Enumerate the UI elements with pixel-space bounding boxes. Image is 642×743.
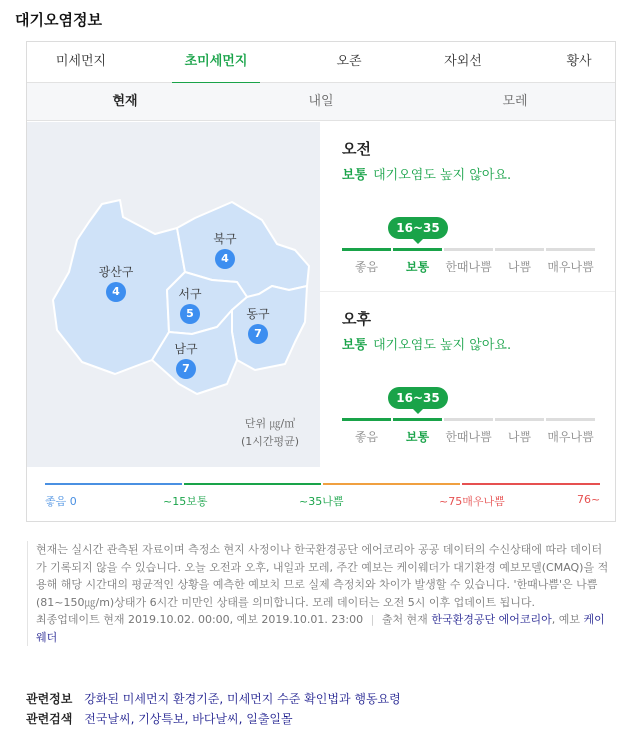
- district-seo-gu[interactable]: [165, 285, 215, 324]
- legend-good-label: 좋음 0: [45, 495, 77, 508]
- tab-ultrafine-dust[interactable]: 초미세먼지: [172, 42, 260, 83]
- grade-segment: [495, 418, 544, 421]
- grade-label: 좋음: [354, 260, 379, 274]
- district-nam-gu[interactable]: [161, 340, 211, 379]
- tab-ozone[interactable]: 오존: [336, 54, 362, 69]
- legend-normal-label: ~15보통: [163, 495, 208, 508]
- legend-very-bad-label: ~75매우나쁨: [439, 495, 505, 508]
- last-updated: 최종업데이트 현재 2019.10.02. 00:00, 예보 2019.10.01. 23:00: [36, 613, 364, 626]
- section-title: 대기오염정보: [15, 11, 102, 29]
- district-gwangsan-gu[interactable]: [91, 263, 141, 302]
- air-quality-card: [26, 41, 616, 522]
- forecast-pm-range-bubble: 16~35: [388, 387, 448, 409]
- district-map: [27, 122, 320, 467]
- tab-fine-dust[interactable]: 미세먼지: [55, 54, 107, 69]
- district-value-badge: 7: [248, 324, 268, 344]
- unit-note: [241, 415, 299, 451]
- grade-segment: [546, 418, 595, 421]
- related-info-label: 관련정보: [26, 692, 73, 706]
- related-info: 관련정보 강화된 미세먼지 환경기준, 미세먼지 수준 확인법과 행동요령: [26, 692, 401, 706]
- forecast-am-range-bubble: 16~35: [388, 217, 448, 239]
- tab-now[interactable]: 현재: [112, 94, 138, 109]
- legend-bad-label: ~35나쁨: [299, 495, 344, 508]
- grade-label: 매우나쁨: [547, 260, 594, 274]
- related-search-link[interactable]: 바다날씨: [192, 712, 239, 726]
- related-search-link[interactable]: 전국날씨: [84, 712, 131, 726]
- grade-label: 한때나쁨: [445, 430, 492, 444]
- grade-segment: [444, 418, 493, 421]
- district-value-badge: 4: [106, 282, 126, 302]
- grade-segment: [495, 248, 544, 251]
- grade-label: 나쁨: [507, 430, 532, 444]
- district-name: 서구: [178, 287, 202, 301]
- forecast-am-message: 대기오염도 높지 않아요.: [373, 168, 512, 183]
- grade-label: 좋음: [354, 430, 379, 444]
- tab-yellow-dust[interactable]: 황사: [566, 54, 592, 69]
- related-search-label: 관련검색: [26, 712, 73, 726]
- related-search: 관련검색 전국날씨, 기상특보, 바다날씨, 일출일몰: [26, 712, 293, 726]
- legend-bar-normal: [184, 483, 321, 485]
- forecast-am-panel: [320, 122, 615, 292]
- forecast-pm-status: [342, 334, 511, 353]
- notice-body: 현재는 실시간 관측된 자료이며 측정소 현지 사정이나 한국환경공단 에어코리아 공공 데이터의 수신상태에 따라 데이터가 기록되지 않을 수 있습니다. 오늘 오전과 오후, 내일과 모레, 주간 예보는 케이웨더가 대기환경 예보모델(CMAQ)을 적용해 해당 시간대의 평균적인 상황을 예측한 예보치 므로 실제 측정치와 차이가 발생할 수 있습니다. '한때나쁨'은 나쁨(81~150㎍/m)상태가 6시간 미만인 상태를 의미합니다. 모레 데이터는 오전 5시 이후 업데이트 됩니다.: [36, 543, 609, 609]
- unit-average-label: (1시간평균): [241, 435, 300, 448]
- update-and-source: 최종업데이트 현재 2019.10.02. 00:00, 예보 2019.10.01. 23:00 | 출처 현재 한국환경공단 에어코리아, 예보 케이웨더: [36, 613, 605, 644]
- grade-segment: [546, 248, 595, 251]
- source-airkorea-link[interactable]: 한국환경공단 에어코리아: [431, 613, 552, 626]
- tab-tomorrow[interactable]: 내일: [308, 94, 334, 109]
- district-name: 동구: [246, 307, 270, 321]
- forecast-pm-message: 대기오염도 높지 않아요.: [373, 338, 512, 353]
- grade-label: 나쁨: [507, 260, 532, 274]
- legend-max-label: 76~: [577, 493, 601, 506]
- grade-label: 매우나쁨: [547, 430, 594, 444]
- district-name: 광산구: [98, 265, 134, 279]
- legend-bar-very-bad: [462, 483, 600, 485]
- district-name: 남구: [174, 342, 198, 356]
- tab-uv[interactable]: 자외선: [444, 54, 482, 69]
- related-search-link[interactable]: 일출일몰: [246, 712, 293, 726]
- district-value-badge: 4: [215, 249, 235, 269]
- source-forecast-prefix: , 예보: [551, 613, 580, 626]
- district-value-badge: 7: [176, 359, 196, 379]
- related-search-link[interactable]: 기상특보: [138, 712, 185, 726]
- legend-bar-good: [45, 483, 182, 485]
- district-name: 북구: [213, 232, 237, 246]
- unit-label: 단위 ㎍/㎥: [244, 417, 296, 430]
- source-prefix: 출처 현재: [381, 613, 428, 626]
- grade-label: 한때나쁨: [445, 260, 492, 274]
- day-tabs: [27, 83, 615, 121]
- grade-segment: [393, 248, 442, 251]
- notice-text: [27, 541, 609, 646]
- grade-segment: [444, 248, 493, 251]
- district-value-badge: 5: [180, 304, 200, 324]
- forecast-pm-grade: 보통: [342, 338, 368, 353]
- grade-label: 보통: [405, 260, 430, 274]
- forecast-am-title: 오전: [342, 140, 371, 158]
- pollutant-tabs: [27, 42, 615, 83]
- grade-label: 보통: [405, 430, 430, 444]
- district-dong-gu[interactable]: [233, 305, 283, 344]
- related-info-link[interactable]: 강화된 미세먼지 환경기준: [84, 692, 220, 706]
- grade-segment: [342, 248, 391, 251]
- forecast-pm-panel: [320, 292, 615, 462]
- forecast-am-grade: 보통: [342, 168, 368, 183]
- forecast-pm-title: 오후: [342, 310, 371, 328]
- tab-day-after[interactable]: 모레: [502, 94, 528, 109]
- district-buk-gu[interactable]: [200, 230, 250, 269]
- forecast-am-status: [342, 164, 511, 183]
- grade-segment: [342, 418, 391, 421]
- source-kweather-link[interactable]: 케이웨더: [36, 613, 605, 644]
- related-info-link[interactable]: 미세먼지 수준 확인법과 행동요령: [227, 692, 401, 706]
- legend-bar-bad: [323, 483, 460, 485]
- grade-segment: [393, 418, 442, 421]
